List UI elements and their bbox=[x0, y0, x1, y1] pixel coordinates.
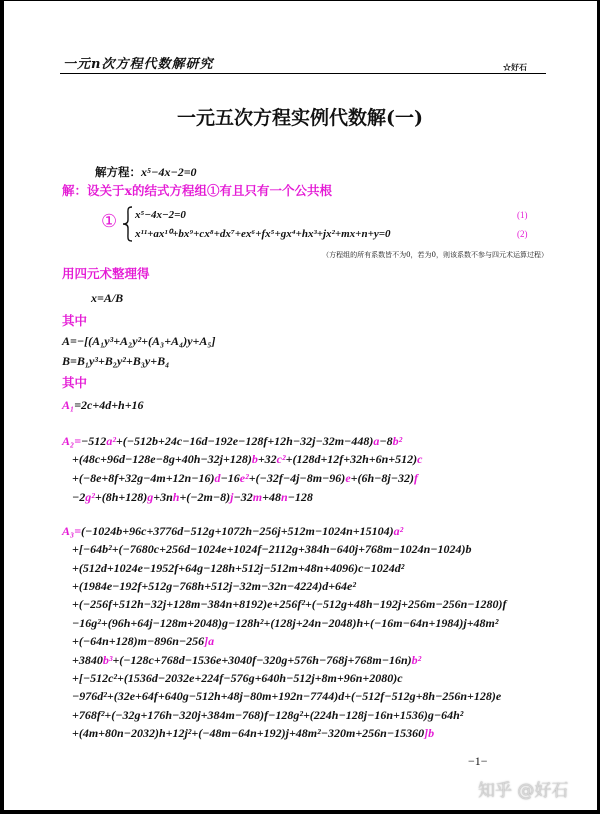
term: +32 bbox=[257, 452, 277, 467]
term: +(−512b+24c−16d−192e−128f+12h−32j−32m−448) bbox=[115, 433, 374, 448]
highlighted-term: b² bbox=[392, 433, 403, 448]
a3-line bbox=[62, 724, 507, 742]
term: +[−64b²+(−7680c+256d−1024e+1024f−2112g+384h−640j+768m−1024n−1024)b bbox=[72, 542, 472, 557]
term: (−1024b+96c+3776d−512g+1072h−256j+512m−1024n+15104) bbox=[81, 523, 394, 538]
a3-line bbox=[62, 669, 507, 687]
header-rule bbox=[60, 73, 546, 74]
highlighted-term: e bbox=[345, 471, 351, 485]
highlighted-term: f bbox=[414, 471, 419, 485]
a2-line bbox=[62, 469, 422, 488]
term: +(8h+128) bbox=[94, 489, 148, 504]
a2-line bbox=[62, 488, 422, 507]
a2-definition bbox=[62, 432, 422, 507]
highlighted-term: n bbox=[280, 489, 288, 504]
highlighted-term: ]b bbox=[424, 726, 435, 741]
step-heading: 用四元术整理得 bbox=[62, 266, 150, 281]
a2-line bbox=[62, 450, 422, 469]
a2-line bbox=[62, 432, 422, 451]
x-expression: x=A/B bbox=[91, 291, 124, 305]
term: +[−512c²+(1536d−2032e+224f−576g+640h−512j+8m+96n+2080)c bbox=[72, 671, 403, 686]
system-equation-1: x⁵−4x−2=0 bbox=[135, 209, 186, 221]
highlighted-term: A₂= bbox=[62, 433, 82, 448]
highlighted-term: g² bbox=[85, 489, 95, 504]
highlighted-term: g bbox=[147, 489, 154, 504]
watermark: 知乎 @好石 bbox=[478, 781, 569, 801]
a3-line bbox=[62, 651, 507, 669]
system-marker: ① bbox=[101, 211, 118, 232]
highlighted-term: b² bbox=[411, 652, 422, 667]
term: +(−128c+768d−1536e+3040f−320g+576h−768j+768m−16n) bbox=[112, 652, 412, 667]
term: +(−256f+512h−32j+128m−384n+8192)e+256f²+(−512g+48h−192j+256m−256n−1280)f bbox=[72, 597, 507, 612]
system-equation-2: x¹¹+ax¹⁰+bx⁹+cx⁸+dx⁷+ex⁶+fx⁵+gx⁴+hx³+jx²+mx+n+y=0 bbox=[135, 228, 391, 240]
solution-intro: 解：设关于x的结式方程组①有且只有一个公共根 bbox=[62, 183, 332, 198]
equation-label-1: (1) bbox=[517, 210, 528, 220]
term: −2 bbox=[72, 489, 86, 504]
a3-line bbox=[62, 632, 507, 650]
highlighted-term: e² bbox=[239, 471, 249, 485]
term: +(6h−8j−32) bbox=[350, 471, 415, 485]
b-expression: B=B₁y³+B₂y²+B₃y+B₄ bbox=[62, 354, 170, 368]
highlighted-term: A₃= bbox=[62, 523, 82, 538]
term: +(512d+1024e−1952f+64g−128h+512j−512m+48n+4096)c−1024d² bbox=[72, 560, 405, 575]
a3-line bbox=[62, 559, 507, 577]
highlighted-term: d bbox=[214, 471, 221, 485]
term: +3n bbox=[153, 489, 173, 504]
problem-label: 解方程： bbox=[95, 165, 141, 179]
a1-definition bbox=[62, 397, 144, 413]
a3-line bbox=[62, 706, 507, 724]
term: +(128d+12f+32h+6n+512) bbox=[285, 452, 418, 467]
a3-definition bbox=[62, 522, 507, 743]
highlighted-term: b bbox=[251, 452, 258, 467]
term: −8 bbox=[379, 433, 393, 448]
highlighted-term: A₁ bbox=[62, 398, 75, 412]
highlighted-term: m bbox=[252, 489, 263, 504]
term: −512 bbox=[81, 433, 107, 448]
term: −32 bbox=[233, 489, 253, 504]
term: =2c+4d+h+16 bbox=[74, 398, 144, 412]
highlighted-term: a² bbox=[393, 523, 404, 538]
term: +(48c+96d−128e−8g+40h−32j+128) bbox=[72, 452, 252, 467]
term: −16 bbox=[220, 471, 240, 485]
a3-line bbox=[62, 577, 507, 595]
a3-line bbox=[62, 614, 507, 632]
highlighted-term: h bbox=[172, 489, 180, 504]
a-expression: A=−[(A₁y³+A₂y²+(A₃+A₄)y+A₅] bbox=[62, 334, 216, 348]
page-title: 一元五次方程实例代数解(一) bbox=[177, 107, 423, 129]
term: +(−32f−4j−8m−96) bbox=[248, 471, 346, 485]
a3-line bbox=[62, 540, 507, 558]
highlighted-term: c bbox=[417, 452, 423, 467]
term: +(1984e−192f+512g−768h+512j−32m−32n−4224)d+64e² bbox=[72, 579, 356, 594]
highlighted-term: b³ bbox=[102, 652, 113, 667]
running-header-author: ☆好石 bbox=[503, 62, 527, 72]
highlighted-term: j bbox=[230, 489, 234, 504]
problem-equation: x⁵−4x−2=0 bbox=[141, 165, 197, 179]
page-number: −1− bbox=[468, 754, 488, 768]
system-brace bbox=[122, 206, 134, 242]
highlighted-term: c² bbox=[276, 452, 286, 467]
a3-line bbox=[62, 687, 507, 705]
a3-line bbox=[62, 595, 507, 613]
problem-statement bbox=[95, 164, 197, 180]
a1-line bbox=[62, 397, 144, 413]
term: +3840 bbox=[72, 652, 103, 667]
highlighted-term: ]a bbox=[204, 634, 215, 649]
highlighted-term: a² bbox=[106, 433, 116, 448]
running-header-title: 一元n次方程代数解研究 bbox=[63, 57, 214, 72]
term: +(−8e+8f+32g−4m+12n−16) bbox=[72, 471, 215, 485]
term: −16g²+(96h+64j−128m+2048)g−128h²+(128j+24n−2048)h+(−16m−64n+1984)j+48m² bbox=[72, 615, 499, 630]
term: +(4m+80n−2032)h+12j²+(−48m−64n+192)j+48m²−320m+256n−15360 bbox=[72, 726, 425, 741]
term: +(−64n+128)m−896n−256 bbox=[72, 634, 205, 649]
where-label-2: 其中 bbox=[62, 375, 88, 390]
term: +(−2m−8) bbox=[179, 489, 231, 504]
where-label-1: 其中 bbox=[62, 313, 88, 328]
term: +768f²+(−32g+176h−320j+384m−768)f−128g²+(224h−128j−16n+1536)g−64h² bbox=[72, 707, 464, 722]
a3-line bbox=[62, 522, 507, 540]
coefficient-note: （方程组的所有系数皆不为0，若为0，则该系数不参与四元术运算过程） bbox=[322, 251, 548, 259]
equation-label-2: (2) bbox=[517, 229, 528, 239]
term: +48 bbox=[262, 489, 281, 504]
term: −128 bbox=[287, 489, 313, 504]
highlighted-term: a bbox=[373, 433, 380, 448]
term: −976d²+(32e+64f+640g−512h+48j−80m+192n−7744)d+(−512f−512g+8h−256n+128)e bbox=[72, 689, 502, 704]
